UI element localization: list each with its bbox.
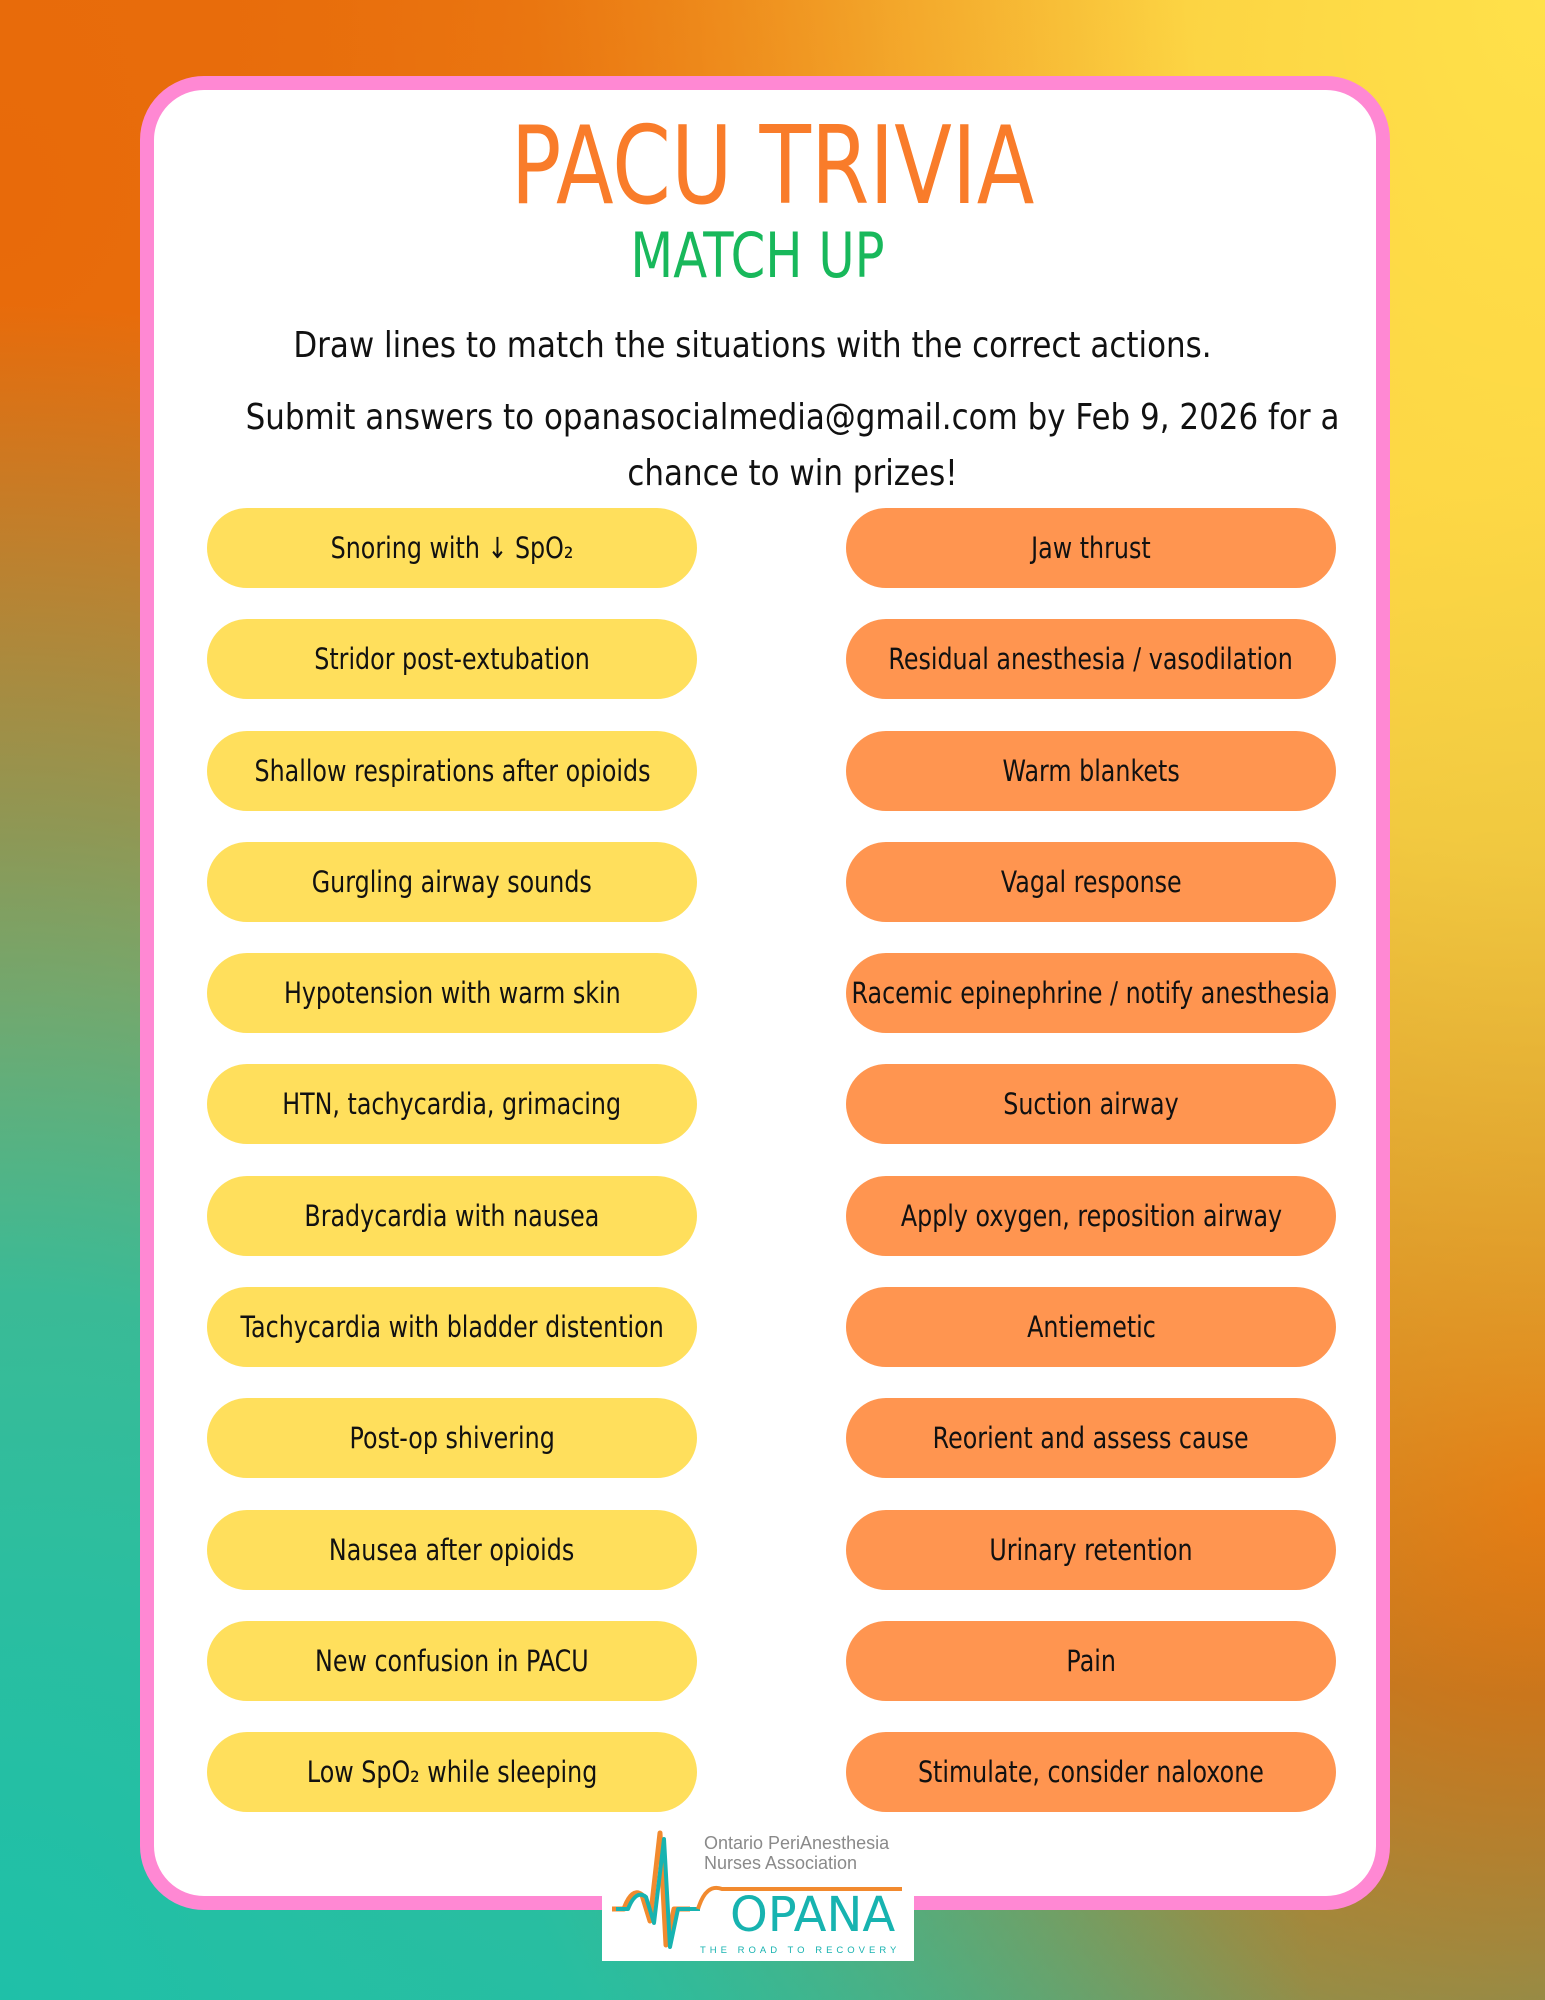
action-label: Urinary retention	[989, 1532, 1193, 1567]
action-label: Racemic epinephrine / notify anesthesia	[851, 976, 1331, 1011]
action-label: Vagal response	[1000, 864, 1182, 899]
situation-pill[interactable]	[207, 1732, 697, 1812]
situation-label: Tachycardia with bladder distention	[240, 1310, 664, 1345]
action-label: Residual anesthesia / vasodilation	[888, 642, 1294, 677]
logo-acronym: OPANA	[730, 1887, 896, 1943]
heartbeat-line-orange	[612, 1833, 690, 1945]
action-pill[interactable]	[846, 1510, 1336, 1590]
opana-logo-graphic	[602, 1825, 914, 1961]
instruction-text: Draw lines to match the situations with the correct actions.	[293, 325, 1212, 366]
actions-column	[846, 508, 1336, 1844]
action-label: Pain	[1066, 1643, 1116, 1678]
situation-label: Shallow respirations after opioids	[253, 753, 651, 788]
action-pill[interactable]	[846, 1621, 1336, 1701]
situation-label: New confusion in PACU	[315, 1643, 589, 1678]
situation-label: Hypotension with warm skin	[283, 976, 621, 1011]
situation-pill[interactable]	[207, 1510, 697, 1590]
action-pill[interactable]	[846, 842, 1336, 922]
situation-pill[interactable]	[207, 1176, 697, 1256]
action-pill[interactable]	[846, 953, 1336, 1033]
situation-label: Nausea after opioids	[329, 1532, 575, 1567]
action-pill[interactable]	[846, 1176, 1336, 1256]
submit-line-1: Submit answers to opanasocialmedia@gmail.com by Feb 9, 2026 for a	[245, 397, 1340, 438]
action-pill[interactable]	[846, 508, 1336, 588]
logo-org-line-2: Nurses Association	[704, 1853, 858, 1873]
situation-label: HTN, tachycardia, grimacing	[282, 1087, 622, 1122]
situation-label: Bradycardia with nausea	[304, 1198, 600, 1233]
action-label: Reorient and assess cause	[933, 1421, 1249, 1456]
action-label: Suction airway	[1003, 1087, 1179, 1122]
action-label: Antiemetic	[1026, 1310, 1156, 1345]
situation-pill[interactable]	[207, 1064, 697, 1144]
action-pill[interactable]	[846, 731, 1336, 811]
situation-pill[interactable]	[207, 508, 697, 588]
opana-logo	[602, 1825, 914, 1961]
action-label: Jaw thrust	[1031, 531, 1151, 565]
situation-label: Stridor post-extubation	[314, 642, 590, 677]
situation-pill[interactable]	[207, 619, 697, 699]
situation-pill[interactable]	[207, 953, 697, 1033]
action-pill[interactable]	[846, 1732, 1336, 1812]
logo-org-line-1: Ontario PeriAnesthesia	[704, 1833, 890, 1853]
situation-pill[interactable]	[207, 1621, 697, 1701]
situation-pill[interactable]	[207, 1287, 697, 1367]
situations-column	[207, 508, 697, 1844]
action-label: Stimulate, consider naloxone	[918, 1755, 1264, 1790]
action-pill[interactable]	[846, 1287, 1336, 1367]
situation-label: Gurgling airway sounds	[311, 864, 593, 899]
submit-line-2: chance to win prizes!	[627, 453, 958, 494]
action-pill[interactable]	[846, 1398, 1336, 1478]
situation-pill[interactable]	[207, 731, 697, 811]
page-subtitle: MATCH UP	[630, 219, 885, 292]
action-pill[interactable]	[846, 1064, 1336, 1144]
situation-pill[interactable]	[207, 1398, 697, 1478]
action-label: Warm blankets	[1002, 753, 1180, 788]
page-title: PACU TRIVIA	[510, 104, 1035, 229]
situation-label: Snoring with ↓ SpO₂	[330, 531, 574, 565]
situation-label: Low SpO₂ while sleeping	[306, 1755, 598, 1790]
action-pill[interactable]	[846, 619, 1336, 699]
logo-tagline: THE ROAD TO RECOVERY	[700, 1945, 901, 1956]
submit-instructions	[128, 390, 1457, 502]
action-label: Apply oxygen, reposition airway	[900, 1198, 1282, 1233]
situation-label: Post-op shivering	[349, 1421, 555, 1456]
situation-pill[interactable]	[207, 842, 697, 922]
